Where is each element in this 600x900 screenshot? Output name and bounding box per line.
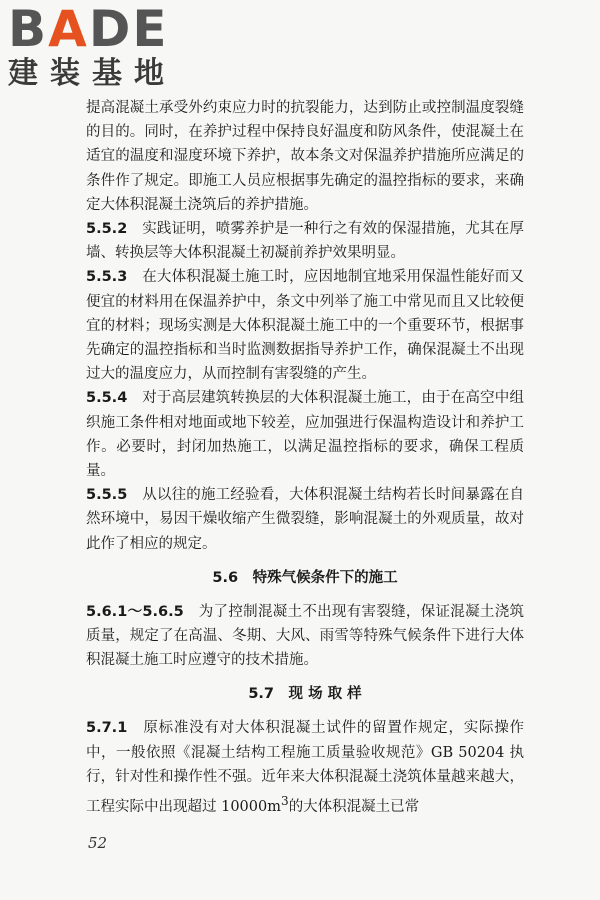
logo-chinese-name: 建装基地 [8,56,176,91]
paragraph-5-5-3: 5.5.3 在大体积混凝土施工时，应因地制宜地采用保温性能好而又便宜的材料用在保温养护中，条文中列举了施工中常见而且又比较便宜的材料；现场实测是大体积混凝土施工中的一个重要环节，根据事先确定的温控指标和当时监测数据指导养护工作，确保混凝土不出现过大的温度应力，从而控制有害裂缝的产生。 [86,269,525,383]
clause-number: 5.5.3 [86,269,128,286]
paragraph-5-5-5: 5.5.5 从以往的施工经验看，大体积混凝土结构若长时间暴露在自然环境中，易因干燥收缩产生微裂缝，影响混凝土的外观质量，故对此作了相应的规定。 [86,487,525,552]
clause-number: 5.5.4 [86,390,128,407]
brand-logo [8,0,178,94]
paragraph-5-7-1: 5.7.1 原标准没有对大体积混凝土试件的留置作规定，实际操作中，一般依照《混凝土结构工程施工质量验收规范》GB 50204 执行，针对性和操作性不强。近年来大体积混凝土浇筑体量越来越大，工程实际中出现超过 $10000m^3$的大体积混凝土已常 [86,720,524,815]
paragraph-5-6-1: 5.6.1～5.6.5 为了控制混凝土不出现有害裂缝，保证混凝土浇筑质量，规定了在高温、冬期、大风、雨雪等特殊气候条件下进行大体积混凝土施工时应遵守的技术措施。 [86,603,524,669]
clause-number: 5.5.2 [86,221,128,238]
clause-number: 5.5.5 [86,487,128,504]
logo-wordmark: BADE [8,0,169,58]
section-heading-5-7: 5.7 现 场 取 样 [248,686,362,703]
paragraph-5-5-4: 5.5.4 对于高层建筑转换层的大体积混凝土施工，由于在高空中组织施工条件相对地面或地下较差，应加强进行保温构造设计和养护工作。必要时，封闭加热施工，以满足温控指标的要求，确保工程质量。 [86,390,525,480]
clause-number: 5.7.1 [86,720,128,737]
paragraph-5-5-2: 5.5.2 实践证明，喷雾养护是一种行之有效的保湿措施，尤其在厚墙、转换层等大体积混凝土初凝前养护效果明显。 [86,221,525,262]
section-heading-5-6: 5.6 特殊气候条件下的施工 [212,569,398,586]
page-number: 52 [88,834,108,852]
clause-number: 5.6.1～5.6.5 [86,603,184,620]
paragraph-5-5-1-continued: 提高混凝土承受外约束应力时的抗裂能力，达到防止或控制温度裂缝的目的。同时，在养护过程中保持良好温度和防风条件，使混凝土在适宜的温度和湿度环境下养护，故本条文对保温养护措施所应满足的条件作了规定。即施工人员应根据事先确定的温控指标的要求，来确定大体积混凝土浇筑后的养护措施。 [86,100,524,213]
page-content [86,96,524,819]
